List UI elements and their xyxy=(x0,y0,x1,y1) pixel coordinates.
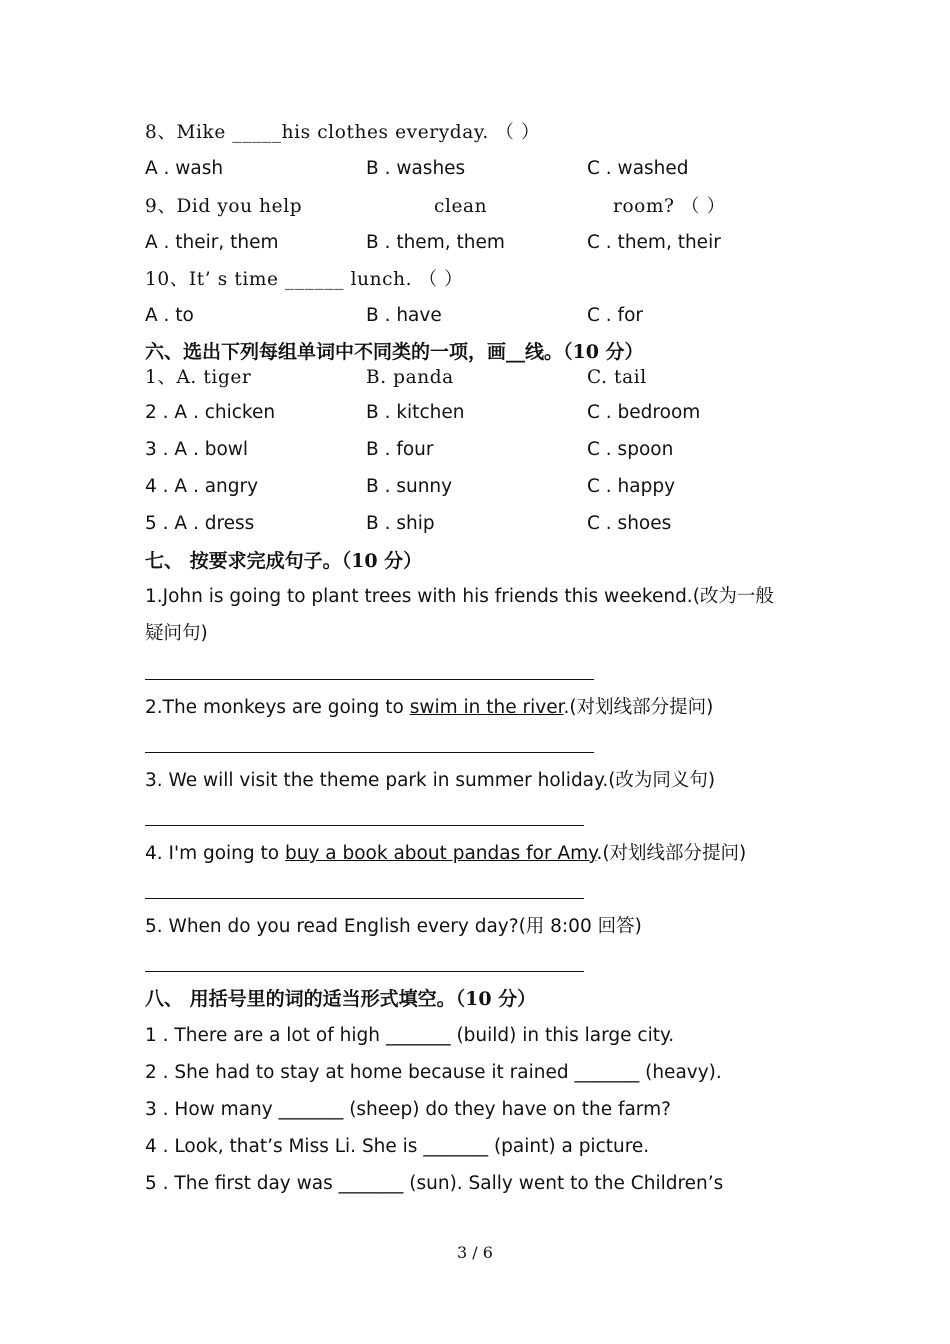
s8-item5: 5 . The first day was _______ (sun). Sally went to the Children’s xyxy=(145,1173,724,1194)
answer-line-1 xyxy=(145,679,594,680)
q9-option-a: A . their, them xyxy=(145,232,279,253)
question-8-stem: 8、Mike _____his clothes everyday. （ ） xyxy=(145,122,541,143)
s8-item2: 2 . She had to stay at home because it rained _______ (heavy). xyxy=(145,1062,722,1083)
s6-row3-b: B . four xyxy=(366,439,434,460)
s6-row1-a: 1、A. tiger xyxy=(145,367,252,388)
s8-item3: 3 . How many _______ (sheep) do they have on the farm? xyxy=(145,1099,671,1120)
s6-row3-a: 3 . A . bowl xyxy=(145,439,249,460)
s7-item2: 2.The monkeys are going to swim in the river.(对划线部分提问) xyxy=(145,697,714,718)
q9-option-b: B . them, them xyxy=(366,232,505,253)
answer-line-4 xyxy=(145,898,584,899)
q10-option-b: B . have xyxy=(366,305,442,326)
answer-line-3 xyxy=(145,825,584,826)
s6-row5-a: 5 . A . dress xyxy=(145,513,255,534)
s6-row4-b: B . sunny xyxy=(366,476,453,497)
answer-line-2 xyxy=(145,752,594,753)
section-7-title: 七、 按要求完成句子。（10 分） xyxy=(145,550,423,572)
answer-line-5 xyxy=(145,971,584,972)
q10-option-a: A . to xyxy=(145,305,194,326)
s6-row5-c: C . shoes xyxy=(587,513,672,534)
question-9-part1: 9、Did you help xyxy=(145,196,303,217)
section-8-title: 八、 用括号里的词的适当形式填空。（10 分） xyxy=(145,988,537,1010)
s7-item3: 3. We will visit the theme park in summer holiday.(改为同义句) xyxy=(145,770,716,791)
q10-option-c: C . for xyxy=(587,305,643,326)
q8-option-b: B . washes xyxy=(366,158,466,179)
s7-item4-underlined: buy a book about pandas for Amy xyxy=(284,843,597,864)
s8-item1: 1 . There are a lot of high _______ (build) in this large city. xyxy=(145,1025,675,1046)
q9-option-c: C . them, their xyxy=(587,232,721,253)
s6-row2-b: B . kitchen xyxy=(366,402,465,423)
s6-row4-c: C . happy xyxy=(587,476,676,497)
question-9-part3: room? （ ） xyxy=(613,196,726,217)
s7-item4: 4. I'm going to buy a book about pandas for Amy.(对划线部分提问) xyxy=(145,843,747,864)
s6-row1-c: C. tail xyxy=(587,367,647,388)
s6-row5-b: B . ship xyxy=(366,513,435,534)
section-6-title: 六、选出下列每组单词中不同类的一项，画__线。（10 分） xyxy=(145,341,644,363)
q8-option-c: C . washed xyxy=(587,158,689,179)
s8-item4: 4 . Look, that’s Miss Li. She is _______ (paint) a picture. xyxy=(145,1136,650,1157)
question-9-part2: clean xyxy=(434,196,488,217)
s7-item5: 5. When do you read English every day?(用 8:00 回答) xyxy=(145,916,642,937)
question-10-stem: 10、It’ s time ______ lunch. （ ） xyxy=(145,269,464,290)
s7-item2-underlined: swim in the river xyxy=(409,697,564,718)
s6-row2-a: 2 . A . chicken xyxy=(145,402,276,423)
s7-item1-line2: 疑问句) xyxy=(145,623,208,644)
s6-row3-c: C . spoon xyxy=(587,439,674,460)
s6-row4-a: 4 . A . angry xyxy=(145,476,259,497)
s6-row2-c: C . bedroom xyxy=(587,402,701,423)
q8-option-a: A . wash xyxy=(145,158,224,179)
s7-item1-line1: 1.John is going to plant trees with his friends this weekend.(改为一般 xyxy=(145,586,774,607)
s6-row1-b: B. panda xyxy=(366,367,454,388)
page-number: 3 / 6 xyxy=(457,1243,493,1262)
